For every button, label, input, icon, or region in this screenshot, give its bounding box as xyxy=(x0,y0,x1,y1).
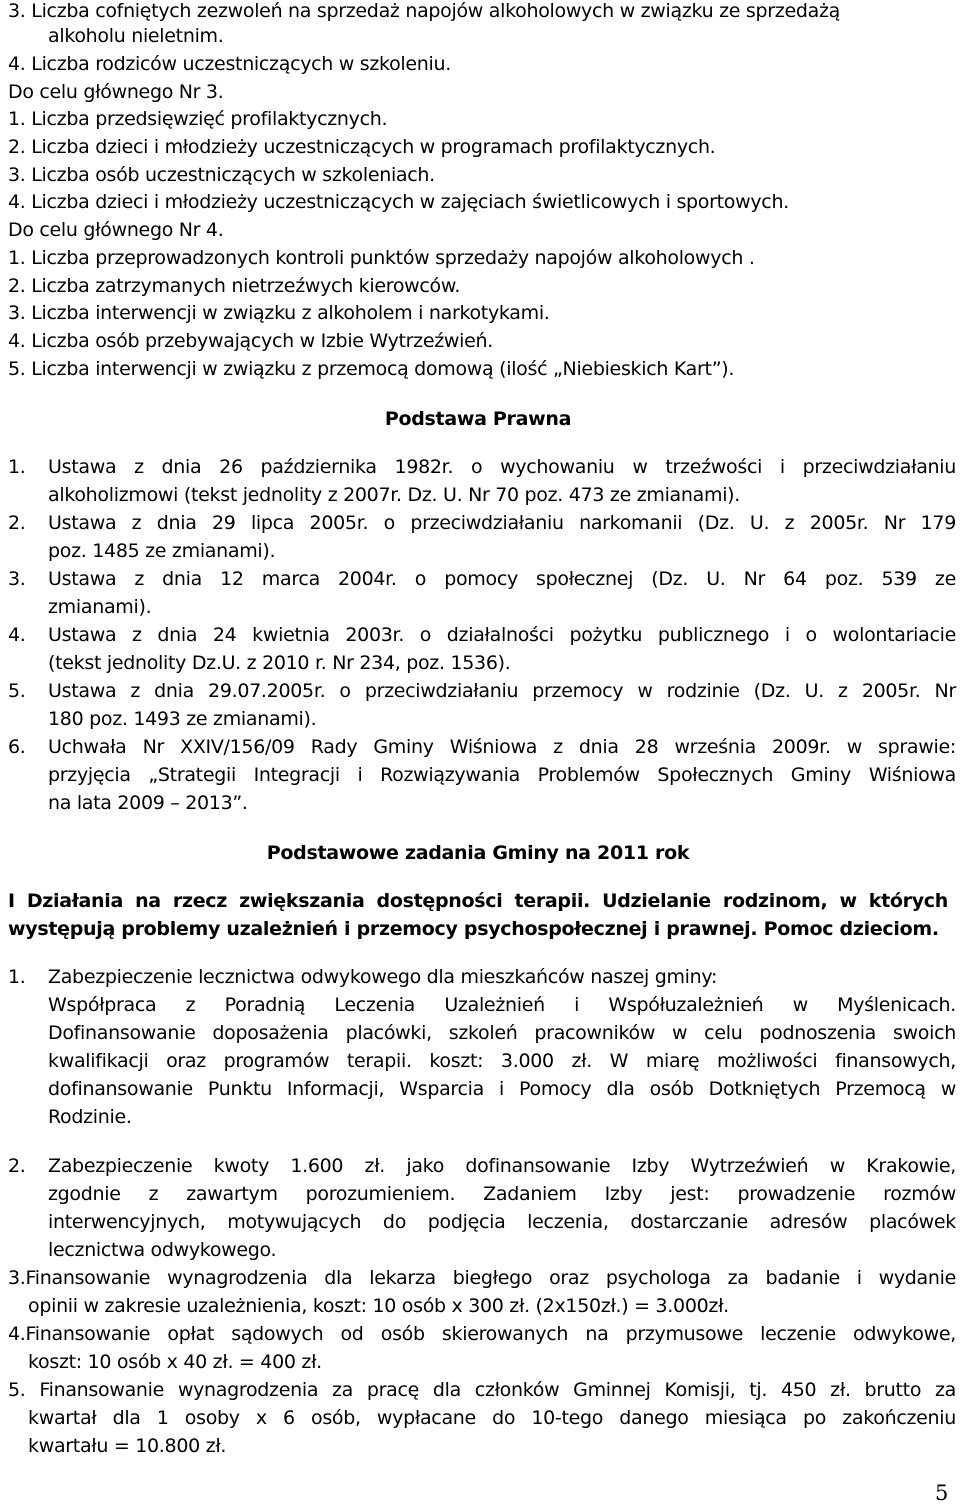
legal-item-line: Ustawa z dnia 29 lipca 2005r. o przeciwdziałaniu narkomanii (Dz. U. z 2005r. Nr 179 xyxy=(48,512,956,534)
legal-item-line: 180 poz. 1493 ze zmianami). xyxy=(48,708,317,730)
task-item-line: kwartału = 10.800 zł. xyxy=(28,1435,227,1457)
task-item-line: 4.Finansowanie opłat sądowych od osób skierowanych na przymusowe leczenie odwykowe, xyxy=(8,1323,956,1345)
list-item: 1. Liczba przeprowadzonych kontroli punktów sprzedaży napojów alkoholowych . xyxy=(8,247,755,269)
list-item: 1. Liczba przedsięwzięć profilaktycznych. xyxy=(8,108,388,130)
legal-item-line: Ustawa z dnia 29.07.2005r. o przeciwdziałaniu przemocy w rodzinie (Dz. U. z 2005r. Nr xyxy=(48,680,956,702)
list-number: 2. xyxy=(8,1155,26,1177)
task-item-line: zgodnie z zawartym porozumieniem. Zadaniem Izby jest: prowadzenie rozmów xyxy=(48,1183,956,1205)
task-item-line: lecznictwa odwykowego. xyxy=(48,1239,277,1261)
task-item-line: Współpraca z Poradnią Leczenia Uzależnień i Współuzależnień w Myślenicach. xyxy=(48,994,956,1016)
subsection-heading-line: I Działania na rzecz zwiększania dostępności terapii. Udzielanie rodzinom, w których xyxy=(8,890,948,912)
legal-item-line: Ustawa z dnia 24 kwietnia 2003r. o działalności pożytku publicznego i o wolontariacie xyxy=(48,624,956,646)
list-item: 2. Liczba zatrzymanych nietrzeźwych kierowców. xyxy=(8,275,461,297)
legal-item-line: poz. 1485 ze zmianami). xyxy=(48,540,276,562)
task-item-line: 5. Finansowanie wynagrodzenia za pracę dla członków Gminnej Komisji, tj. 450 zł. brutto za xyxy=(8,1379,956,1401)
legal-item-line: zmianami). xyxy=(48,596,152,618)
list-item: 2. Liczba dzieci i młodzieży uczestniczących w programach profilaktycznych. xyxy=(8,136,716,158)
list-item: 4. Liczba osób przebywających w Izbie Wytrzeźwień. xyxy=(8,330,494,352)
list-item: 3. Liczba cofniętych zezwoleń na sprzedaż napojów alkoholowych w związku ze sprzedażą xyxy=(8,0,840,22)
list-number: 6. xyxy=(8,736,26,758)
list-item: 4. Liczba rodziców uczestniczących w szkoleniu. xyxy=(8,53,451,75)
list-number: 3. xyxy=(8,568,26,590)
task-item-line: opinii w zakresie uzależnienia, koszt: 10 osób x 300 zł. (2x150zł.) = 3.000zł. xyxy=(28,1295,729,1317)
page-number: 5 xyxy=(934,1481,948,1505)
list-item: 3. Liczba interwencji w związku z alkoholem i narkotykami. xyxy=(8,302,550,324)
task-item-line: Dofinansowanie doposażenia placówki, szkoleń pracowników w celu podnoszenia swoich xyxy=(48,1022,956,1044)
legal-item-line: Ustawa z dnia 12 marca 2004r. o pomocy społecznej (Dz. U. Nr 64 poz. 539 ze xyxy=(48,568,956,590)
list-item: 3. Liczba osób uczestniczących w szkoleniach. xyxy=(8,164,435,186)
list-number: 1. xyxy=(8,456,26,478)
legal-item-line: alkoholizmowi (tekst jednolity z 2007r. Dz. U. Nr 70 poz. 473 ze zmianami). xyxy=(48,484,741,506)
goal-heading: Do celu głównego Nr 4. xyxy=(8,219,224,241)
list-item-continuation: alkoholu nieletnim. xyxy=(48,25,224,47)
task-item-line: interwencyjnych, motywujących do podjęcia leczenia, dostarczanie adresów placówek xyxy=(48,1211,956,1233)
legal-item-line: na lata 2009 – 2013”. xyxy=(48,792,248,814)
section-heading: Podstawowe zadania Gminy na 2011 rok xyxy=(266,842,690,864)
task-item-line: kwartał dla 1 osoby x 6 osób, wypłacane do 10-tego danego miesiąca po zakończeniu xyxy=(28,1407,956,1429)
task-item-line: dofinansowanie Punktu Informacji, Wsparcia i Pomocy dla osób Dotkniętych Przemocą w xyxy=(48,1078,956,1100)
task-item-line: Zabezpieczenie lecznictwa odwykowego dla mieszkańców naszej gminy: xyxy=(48,966,718,988)
list-item: 5. Liczba interwencji w związku z przemocą domową (ilość „Niebieskich Kart”). xyxy=(8,358,735,380)
task-item-line: kwalifikacji oraz programów terapii. koszt: 3.000 zł. W miarę możliwości finansowych, xyxy=(48,1050,956,1072)
legal-item-line: (tekst jednolity Dz.U. z 2010 r. Nr 234, poz. 1536). xyxy=(48,652,511,674)
list-number: 5. xyxy=(8,680,26,702)
list-number: 1. xyxy=(8,966,26,988)
subsection-heading-line: występują problemy uzależnień i przemocy psychospołecznej i prawnej. Pomoc dzieciom. xyxy=(8,918,939,940)
section-heading: Podstawa Prawna xyxy=(384,408,572,430)
list-number: 2. xyxy=(8,512,26,534)
list-item: 4. Liczba dzieci i młodzieży uczestniczących w zajęciach świetlicowych i sportowych. xyxy=(8,191,789,213)
goal-heading: Do celu głównego Nr 3. xyxy=(8,81,224,103)
task-item-line: Zabezpieczenie kwoty 1.600 zł. jako dofinansowanie Izby Wytrzeźwień w Krakowie, xyxy=(48,1155,956,1177)
list-number: 4. xyxy=(8,624,26,646)
task-item-line: Rodzinie. xyxy=(48,1106,132,1128)
task-item-line: 3.Finansowanie wynagrodzenia dla lekarza biegłego oraz psychologa za badanie i wydanie xyxy=(8,1267,956,1289)
legal-item-line: Ustawa z dnia 26 października 1982r. o wychowaniu w trzeźwości i przeciwdziałaniu xyxy=(48,456,956,478)
task-item-line: koszt: 10 osób x 40 zł. = 400 zł. xyxy=(28,1351,322,1373)
legal-item-line: przyjęcia „Strategii Integracji i Rozwiązywania Problemów Społecznych Gminy Wiśniowa xyxy=(48,764,956,786)
legal-item-line: Uchwała Nr XXIV/156/09 Rady Gminy Wiśniowa z dnia 28 września 2009r. w sprawie: xyxy=(48,736,956,758)
